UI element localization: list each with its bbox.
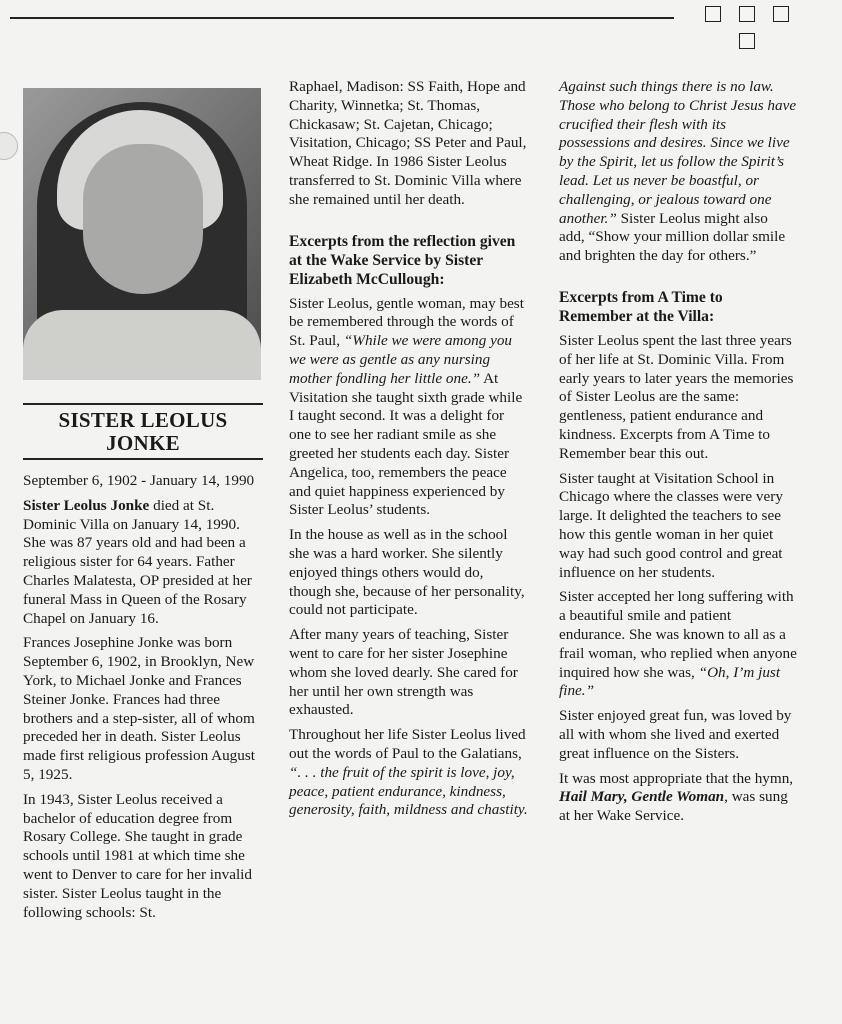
section-heading-wake: Excerpts from the reflection given at the Wake Service by Sister Elizabeth McCullough: [289,232,516,288]
header-rule [10,17,674,19]
paragraph [289,295,529,521]
paragraph-text: Sister accepted her long suffering with a beautiful smile and patient endurance. She was known to all as a frail woman, who replied when anyone inquired how she was, [559,588,797,681]
subject-name: Sister Leolus Jonke [23,496,150,514]
paragraph-text: At Visitation she taught sixth grade while I taught second. It was a delight for one to see her radiant smile as she greeted her students each day. Sister Angelica, too, remembers the peace and quiet happiness experienced by Sister Leolus’ students. [289,369,523,519]
paragraph: Frances Josephine Jonke was born September 6, 1902, in Brooklyn, New York, to Michael Jonke and Frances Steiner Jonke. Frances had three brothers and a step-sister, all of whom preceded her in death. Sister Leolus made first religious profession August 5, 1925. [23,634,256,783]
binder-hole [0,132,18,160]
paragraph-text: died at St. Dominic Villa on January 14, 1990. She was 87 years old and had been a religious sister for 64 years. Father Charles Malatesta, OP presided at her funeral Mass in Queen of the Rosary Chapel on January 16. [23,496,252,627]
paragraph: In 1943, Sister Leolus received a bachelor of education degree from Rosary College. She taught in grade schools until 1981 at which time she went to Denver to care for her invalid sister. Sister Leolus taught in the following schools: St. [23,790,252,921]
paragraph-text: Sister Leolus, gentle woman, may best be remembered through the words of St. Paul, [289,294,524,350]
checkbox-2[interactable] [739,6,755,22]
paragraph: After many years of teaching, Sister went to care for her sister Josephine whom she loved dearly. She cared for her until her own strength was exhausted. [289,626,518,719]
paragraph: Sister Leolus spent the last three years of her life at St. Dominic Villa. From early years to later years the memories of Sister Leolus are the same: gentleness, patient endurance and kindness. Excerpts from A Time to Remember bear this out. [559,331,794,462]
quote: “Oh, I’m just fine.” [559,663,781,700]
hymn-title: Hail Mary, Gentle Woman [559,788,725,806]
paragraph-text: Throughout her life Sister Leolus lived out the words of Paul to the Galatians, [289,726,526,762]
photo-robe [23,310,261,380]
life-dates: September 6, 1902 - January 14, 1990 [23,472,255,489]
paragraph [559,78,797,266]
paragraph [23,497,261,629]
scripture-quote: “. . . the fruit of the spirit is love, joy, peace, patient endurance, kindness, generosity, faith, mildness and chastity. [289,763,528,819]
paragraph: Sister taught at Visitation School in Chicago where the classes were very large. It delighted the teachers to see how this gentle woman in her quiet way had such good control and great influence on her students. [559,469,783,581]
page-title: SISTER LEOLUS JONKE [58,408,228,455]
title-rule-top [23,403,263,405]
paragraph-text: Sister Leolus might also add, “Show your million dollar smile and brighten the day for others.” [559,209,786,265]
paragraph: In the house as well as in the school she was a hard worker. She silently enjoyed things others would do, though she, because of her personality, could not participate. [289,526,525,619]
paragraph: Raphael, Madison: SS Faith, Hope and Charity, Winnetka; St. Thomas, Chickasaw; St. Cajetan, Chicago; Visitation, Chicago; SS Peter and Paul, Wheat Ridge. In 1986 Sister Leolus transferred to St. Dominic Villa where she remained until her death. [289,78,527,208]
paragraph [289,726,529,820]
paragraph-text: It was most appropriate that the hymn, [559,769,794,787]
section-heading-villa: Excerpts from A Time to Remember at the Villa: [559,288,723,325]
paragraph [559,770,797,826]
column-3 [559,78,797,832]
column-2 [289,78,529,826]
paragraph: Sister enjoyed great fun, was loved by all with whom she lived and exerted great influence on the Sisters. [559,707,792,762]
scripture-quote: Against such things there is no law. Those who belong to Christ Jesus have crucified their flesh with its possessions and desires. Since we live by the Spirit, let us follow the Spirit’s lead. Let us never be boastful, or challenging, or jealous toward one another.” [559,78,797,227]
portrait-photo [23,88,261,380]
title-rule-bottom [23,458,263,460]
scripture-quote: “While we were among you we were as gentle as any nursing mother fondling her little one.” [289,332,513,387]
checkbox-3[interactable] [773,6,789,22]
photo-face [83,144,203,294]
paragraph-text: , was sung at her Wake Service. [559,788,788,825]
column-1 [23,472,261,928]
paragraph [559,588,797,701]
checkbox-1[interactable] [705,6,721,22]
checkbox-4[interactable] [739,33,755,49]
